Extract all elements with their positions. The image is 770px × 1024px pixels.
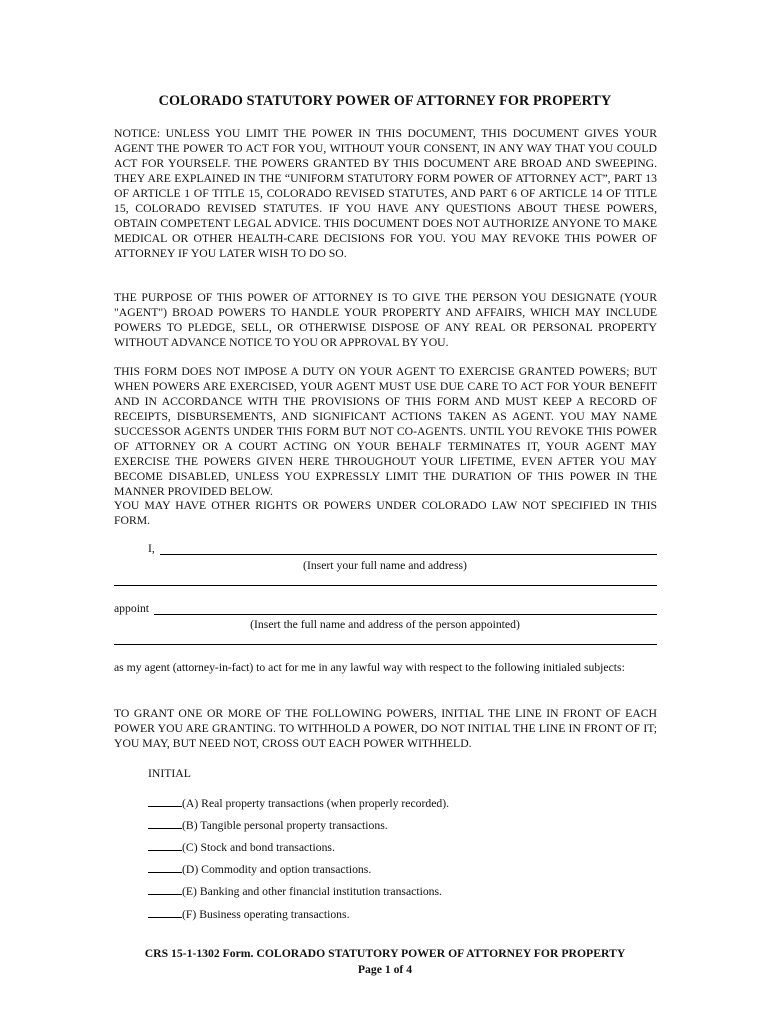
initial-blank-c[interactable] (148, 839, 182, 851)
initial-blank-b[interactable] (148, 817, 182, 829)
initial-label: INITIAL (148, 767, 191, 780)
power-item (148, 906, 350, 921)
purpose-paragraph: THE PURPOSE OF THIS POWER OF ATTORNEY IS TO GIVE THE PERSON YOU DESIGNATE (YOUR "AGENT") BROAD POWERS TO HANDLE YOUR PROPERTY AND AFFAIRS, WHICH MAY INCLUDE POWERS TO PLEDGE, SELL, OR OTHERWISE DISPOSE OF ANY REAL OR PERSONAL PROPERTY WITHOUT ADVANCE NOTICE TO YOU OR APPROVAL BY YOU. (114, 291, 657, 349)
principal-address-line[interactable] (114, 585, 657, 586)
power-item (148, 883, 442, 898)
power-item (148, 861, 371, 876)
power-label-d: (D) Commodity and option transactions. (182, 863, 372, 876)
initial-blank-a[interactable] (148, 795, 182, 807)
grant-instructions-paragraph: TO GRANT ONE OR MORE OF THE FOLLOWING POWERS, INITIAL THE LINE IN FRONT OF EACH POWER YOU ARE GRANTING. TO WITHHOLD A POWER, DO NOT INITIAL THE LINE IN FRONT OF IT; YOU MAY, BUT NEED NOT, CROSS OUT EACH POWER WITHHELD. (114, 707, 657, 750)
power-label-f: (F) Business operating transactions. (182, 908, 350, 921)
notice-paragraph: NOTICE: UNLESS YOU LIMIT THE POWER IN THIS DOCUMENT, THIS DOCUMENT GIVES YOUR AGENT THE POWER TO ACT FOR YOU, WITHOUT YOUR CONSENT, IN ANY WAY THAT YOU COULD ACT FOR YOURSELF. THE POWERS GRANTED BY THIS DOCUMENT ARE BROAD AND SWEEPING. THEY ARE EXPLAINED IN THE “UNIFORM STATUTORY FORM POWER OF ATTORNEY ACT”, PART 13 OF ARTICLE 1 OF TITLE 15, COLORADO REVISED STATUTES, AND PART 6 OF ARTICLE 14 OF TITLE 15, COLORADO REVISED STATUTES. IF YOU HAVE ANY QUESTIONS ABOUT THESE POWERS, OBTAIN COMPETENT LEGAL ADVICE. THIS DOCUMENT DOES NOT AUTHORIZE ANYONE TO MAKE MEDICAL OR OTHER HEALTH-CARE DECISIONS FOR YOU. YOU MAY REVOKE THIS POWER OF ATTORNEY IF YOU LATER WISH TO DO SO. (114, 127, 657, 260)
initial-blank-d[interactable] (148, 861, 182, 873)
other-rights-paragraph: YOU MAY HAVE OTHER RIGHTS OR POWERS UNDER COLORADO LAW NOT SPECIFIED IN THIS FORM. (114, 499, 657, 527)
power-label-c: (C) Stock and bond transactions. (182, 841, 335, 854)
initial-blank-f[interactable] (148, 906, 182, 918)
initial-blank-e[interactable] (148, 883, 182, 895)
agent-address-line[interactable] (114, 644, 657, 645)
power-label-e: (E) Banking and other financial institution transactions. (182, 885, 442, 898)
power-item (148, 795, 449, 810)
principal-prefix: I, (148, 542, 155, 555)
agent-name-line[interactable] (154, 614, 657, 615)
footer-page-number: Page 1 of 4 (357, 963, 413, 976)
document-title: COLORADO STATUTORY POWER OF ATTORNEY FOR PROPERTY (158, 93, 612, 109)
agent-subjects-paragraph: as my agent (attorney-in-fact) to act for me in any lawful way with respect to the following initialed subjects: (114, 661, 625, 674)
power-item (148, 817, 388, 832)
agent-prefix: appoint (114, 602, 150, 615)
duty-paragraph: THIS FORM DOES NOT IMPOSE A DUTY ON YOUR AGENT TO EXERCISE GRANTED POWERS; BUT WHEN POWERS ARE EXERCISED, YOUR AGENT MUST USE DUE CARE TO ACT FOR YOUR BENEFIT AND IN ACCORDANCE WITH THE PROVISIONS OF THIS FORM AND MUST KEEP A RECORD OF RECEIPTS, DISBURSEMENTS, AND SIGNIFICANT ACTIONS TAKEN AS AGENT. YOU MAY NAME SUCCESSOR AGENTS UNDER THIS FORM BUT NOT CO-AGENTS. UNTIL YOU REVOKE THIS POWER OF ATTORNEY OR A COURT ACTING ON YOUR BEHALF TERMINATES IT, YOUR AGENT MAY EXERCISE THE POWERS GIVEN HERE THROUGHOUT YOUR LIFETIME, EVEN AFTER YOU MAY BECOME DISABLED, UNLESS YOU EXPRESSLY LIMIT THE DURATION OF THIS POWER IN THE MANNER PROVIDED BELOW. (114, 365, 657, 498)
footer-form-line: CRS 15-1-1302 Form. COLORADO STATUTORY POWER OF ATTORNEY FOR PROPERTY (144, 947, 626, 960)
power-item (148, 839, 335, 854)
principal-caption: (Insert your full name and address) (303, 559, 467, 572)
agent-caption: (Insert the full name and address of the person appointed) (250, 618, 520, 631)
principal-name-line[interactable] (160, 554, 657, 555)
power-label-a: (A) Real property transactions (when properly recorded). (182, 797, 450, 810)
power-label-b: (B) Tangible personal property transactions. (182, 819, 388, 832)
